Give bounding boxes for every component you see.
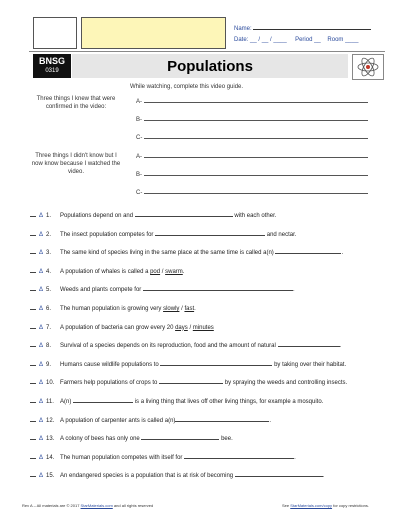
triangle-icon: Δ [39, 306, 44, 312]
section2-label: Three things I didn't know but I now know because I watched the video. [31, 153, 121, 175]
page-title: Populations [167, 58, 253, 75]
question-row [30, 434, 233, 443]
name-field[interactable] [253, 23, 371, 30]
answer-check-blank[interactable] [30, 323, 36, 329]
answer-check-blank[interactable] [30, 248, 36, 254]
triangle-icon: Δ [39, 380, 44, 387]
atom-icon-box [352, 54, 384, 80]
blank-box [33, 17, 77, 49]
question-number: 6. [46, 306, 52, 312]
answer-check-blank[interactable] [30, 230, 36, 236]
question-number: 2. [46, 231, 52, 238]
question-row [30, 211, 276, 220]
question-number: 13. [46, 436, 55, 443]
triangle-icon: Δ [39, 268, 44, 275]
period-label[interactable]: Period __ [295, 37, 321, 43]
question-text: Humans cause wildlife populations to by taking over their habitat. [60, 361, 347, 368]
question-number: 10. [46, 380, 55, 387]
answer-check-blank[interactable] [30, 304, 36, 310]
triangle-icon: Δ [39, 250, 44, 257]
name-line: Name: [234, 23, 371, 32]
fill-in-blank[interactable] [160, 360, 272, 366]
answer-check-blank[interactable] [30, 434, 36, 440]
fill-in-blank[interactable] [143, 285, 293, 291]
answer-check-blank[interactable] [30, 416, 36, 422]
instructions: While watching, complete this video guide. [130, 84, 244, 90]
question-number: 11. [46, 399, 54, 405]
question-text: An endangered species is a population that is at risk of becoming . [60, 473, 325, 480]
triangle-icon: Δ [39, 454, 44, 461]
question-row [30, 230, 296, 239]
question-row [30, 323, 214, 332]
question-text: Farmers help populations of crops to by spraying the weeds and controlling insects. [60, 380, 348, 387]
answer-check-blank[interactable] [30, 471, 36, 477]
choice-option[interactable]: minutes [192, 324, 214, 331]
answer-check-blank[interactable] [30, 378, 36, 384]
code-badge [33, 54, 71, 78]
code-number: 0319 [45, 68, 59, 74]
triangle-icon: Δ [39, 324, 44, 331]
choice-option[interactable]: pod [150, 268, 161, 275]
date-line [234, 37, 358, 43]
footer-right: See StarMaterials.com/copy for copy restrictions. [282, 503, 369, 508]
fill-in-blank[interactable] [278, 341, 340, 347]
fill-in-blank[interactable] [141, 434, 219, 440]
code-text: BNSG [38, 56, 65, 66]
footer-left-link[interactable]: StarMaterials.com [80, 503, 113, 508]
date-slots[interactable]: __ / __ / ____ [250, 37, 287, 43]
question-row [30, 453, 296, 462]
question-row [30, 285, 295, 294]
fill-in-blank[interactable] [184, 453, 294, 459]
question-text: Survival of a species depends on its reproduction, food and the amount of natural . [60, 343, 342, 350]
triangle-icon: Δ [39, 343, 44, 350]
top-rule [29, 51, 385, 52]
answer-check-blank[interactable] [30, 267, 36, 273]
question-number: 5. [46, 287, 52, 294]
room-label[interactable]: Room ____ [327, 37, 359, 43]
footer-left: Rev A – All materials are © 2017 StarMaterials.com and all rights reserved [22, 503, 154, 508]
answer-check-blank[interactable] [30, 211, 36, 217]
question-text: The insect population competes for and nectar. [60, 231, 297, 238]
fill-in-blank[interactable] [235, 471, 323, 477]
question-text: The human population is growing very slowly / fast. [60, 306, 196, 312]
question-number: 3. [46, 250, 52, 257]
triangle-icon: Δ [39, 436, 44, 443]
question-text: A(n) is a living thing that lives off other living things, for example a mosquito. [60, 399, 324, 405]
section1-label: Three things I knew that were confirmed in the video: [36, 96, 116, 110]
question-row [30, 360, 346, 369]
triangle-icon: Δ [39, 399, 44, 405]
question-text: A colony of bees has only one bee. [60, 436, 233, 443]
question-number: 7. [46, 324, 52, 331]
question-number: 9. [46, 361, 52, 368]
question-row [30, 341, 341, 350]
question-number: 1. [46, 213, 52, 219]
answer-check-blank[interactable] [30, 285, 36, 291]
triangle-icon: Δ [39, 361, 44, 368]
question-row [30, 267, 184, 276]
fill-in-blank[interactable] [159, 378, 223, 384]
triangle-icon: Δ [39, 231, 44, 238]
question-row [30, 471, 324, 480]
question-text: Weeds and plants compete for . [60, 287, 295, 294]
triangle-icon: Δ [39, 417, 44, 424]
section2-answer-b[interactable]: B- [136, 170, 368, 178]
footer-right-link[interactable]: StarMaterials.com/copy [290, 503, 333, 508]
question-row [30, 248, 343, 257]
answer-check-blank[interactable] [30, 453, 36, 459]
question-text: The human population competes with itself for . [60, 454, 296, 461]
choice-option[interactable]: fast [184, 306, 195, 312]
choice-option[interactable]: slowly [163, 306, 180, 312]
answer-check-blank[interactable] [30, 360, 36, 366]
fill-in-blank[interactable] [155, 230, 265, 236]
choice-option[interactable]: days [175, 324, 188, 331]
yellow-box [81, 17, 226, 49]
section1-answer-a[interactable]: A- [136, 97, 368, 105]
section1-answer-c[interactable]: C- [136, 133, 368, 141]
answer-check-blank[interactable] [30, 341, 36, 347]
question-row [30, 378, 347, 387]
atom-icon [353, 55, 383, 79]
question-number: 14. [46, 454, 55, 461]
fill-in-blank[interactable] [275, 248, 341, 254]
question-row [30, 397, 323, 406]
section1-answer-b[interactable]: B- [136, 115, 368, 123]
question-number: 15. [46, 473, 55, 480]
date-label: Date: [234, 37, 249, 43]
fill-in-blank[interactable] [135, 211, 233, 217]
question-text: Populations depend on and with each other. [60, 213, 277, 219]
question-number: 12. [46, 417, 55, 424]
fill-in-blank[interactable] [73, 397, 133, 403]
triangle-icon: Δ [39, 287, 44, 294]
triangle-icon: Δ [39, 213, 44, 219]
triangle-icon: Δ [39, 473, 44, 480]
section2-answer-a[interactable]: A- [136, 152, 368, 160]
choice-option[interactable]: swarm [165, 268, 183, 275]
section2-answer-c[interactable]: C- [136, 188, 368, 196]
question-number: 4. [46, 268, 52, 275]
question-row [30, 304, 196, 313]
name-label: Name [234, 26, 251, 32]
question-row [30, 416, 271, 425]
answer-check-blank[interactable] [30, 397, 36, 403]
question-number: 8. [46, 343, 52, 350]
fill-in-blank[interactable] [175, 416, 269, 422]
question-text: A population of bacteria can grow every 20 days / minutes [60, 324, 214, 331]
question-text: A population of carpenter ants is called a(n) . [60, 417, 272, 424]
question-text: The same kind of species living in the same place at the same time is called a(n) . [60, 250, 344, 257]
question-text: A population of whales is called a pod / swarm. [60, 268, 185, 275]
